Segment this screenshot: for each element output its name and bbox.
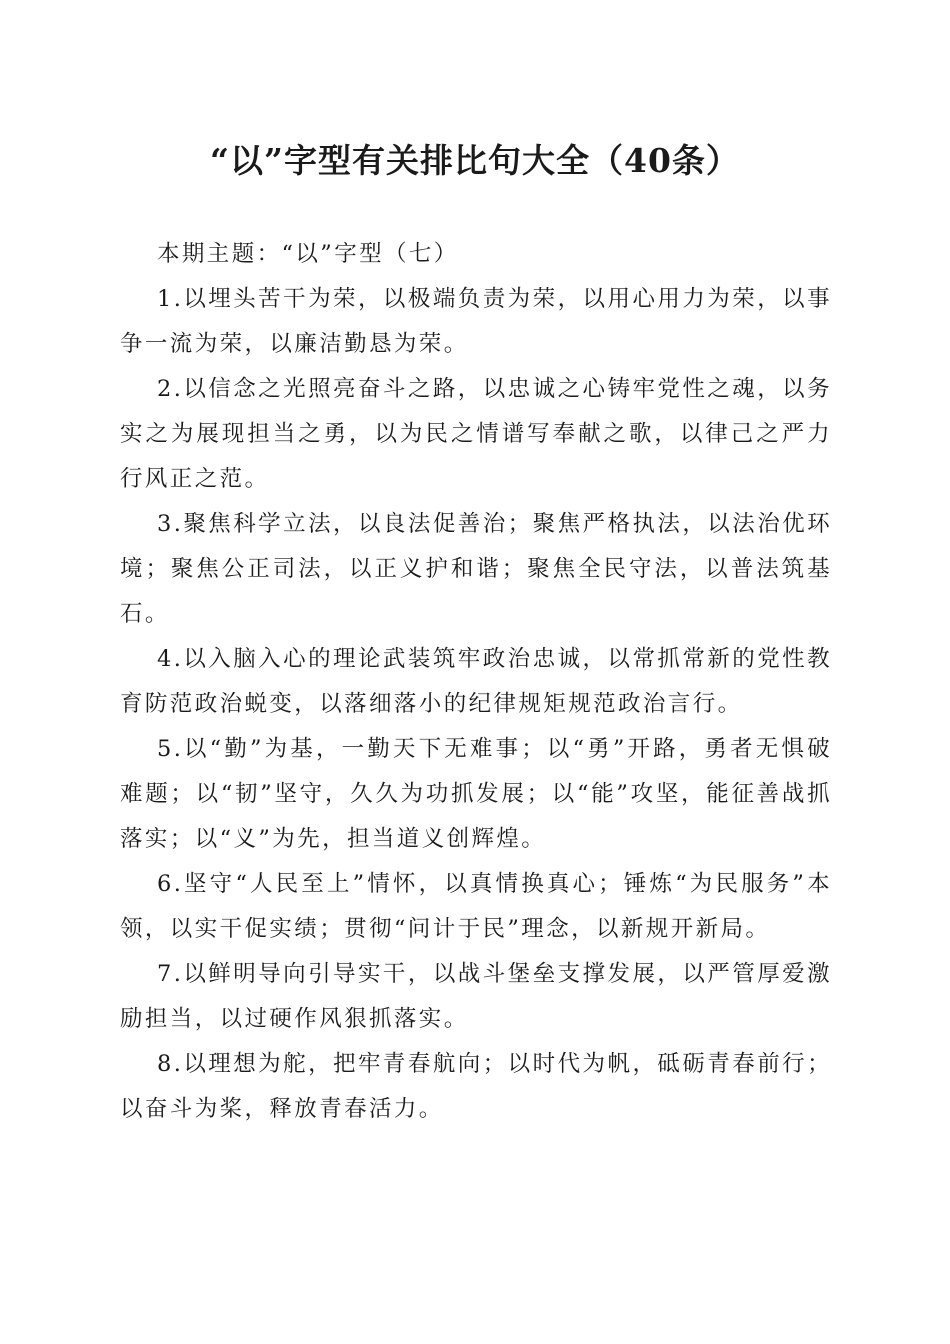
paragraph-5: 5.以“勤”为基，一勤天下无难事；以“勇”开路，勇者无惧破难题；以“韧”坚守，久久为功抓发展；以“能”攻坚，能征善战抓落实；以“义”为先，担当道义创辉煌。 xyxy=(120,736,832,852)
document-body xyxy=(120,232,832,1132)
document-title: “以”字型有关排比句大全（40条） xyxy=(210,141,740,180)
paragraph-1: 1.以埋头苦干为荣，以极端负责为荣，以用心用力为荣，以事争一流为荣，以廉洁勤恳为荣。 xyxy=(120,286,832,357)
paragraph-7: 7.以鲜明导向引导实干，以战斗堡垒支撑发展，以严管厚爱激励担当，以过硬作风狠抓落实。 xyxy=(120,961,832,1032)
paragraph-2: 2.以信念之光照亮奋斗之路，以忠诚之心铸牢党性之魂，以务实之为展现担当之勇，以为民之情谱写奉献之歌，以律己之严力行风正之范。 xyxy=(120,376,832,492)
document-subtitle: 本期主题：“以”字型（七） xyxy=(157,241,459,267)
paragraph-6: 6.坚守“人民至上”情怀，以真情换真心；锤炼“为民服务”本领，以实干促实绩；贯彻“问计于民”理念，以新规开新局。 xyxy=(120,871,832,942)
paragraph-4: 4.以入脑入心的理论武装筑牢政治忠诚，以常抓常新的党性教育防范政治蜕变，以落细落小的纪律规矩规范政治言行。 xyxy=(120,646,832,717)
paragraph-3: 3.聚焦科学立法，以良法促善治；聚焦严格执法，以法治优环境；聚焦公正司法，以正义护和谐；聚焦全民守法，以普法筑基石。 xyxy=(120,511,832,627)
paragraph-8: 8.以理想为舵，把牢青春航向；以时代为帆，砥砺青春前行；以奋斗为桨，释放青春活力。 xyxy=(120,1051,832,1122)
